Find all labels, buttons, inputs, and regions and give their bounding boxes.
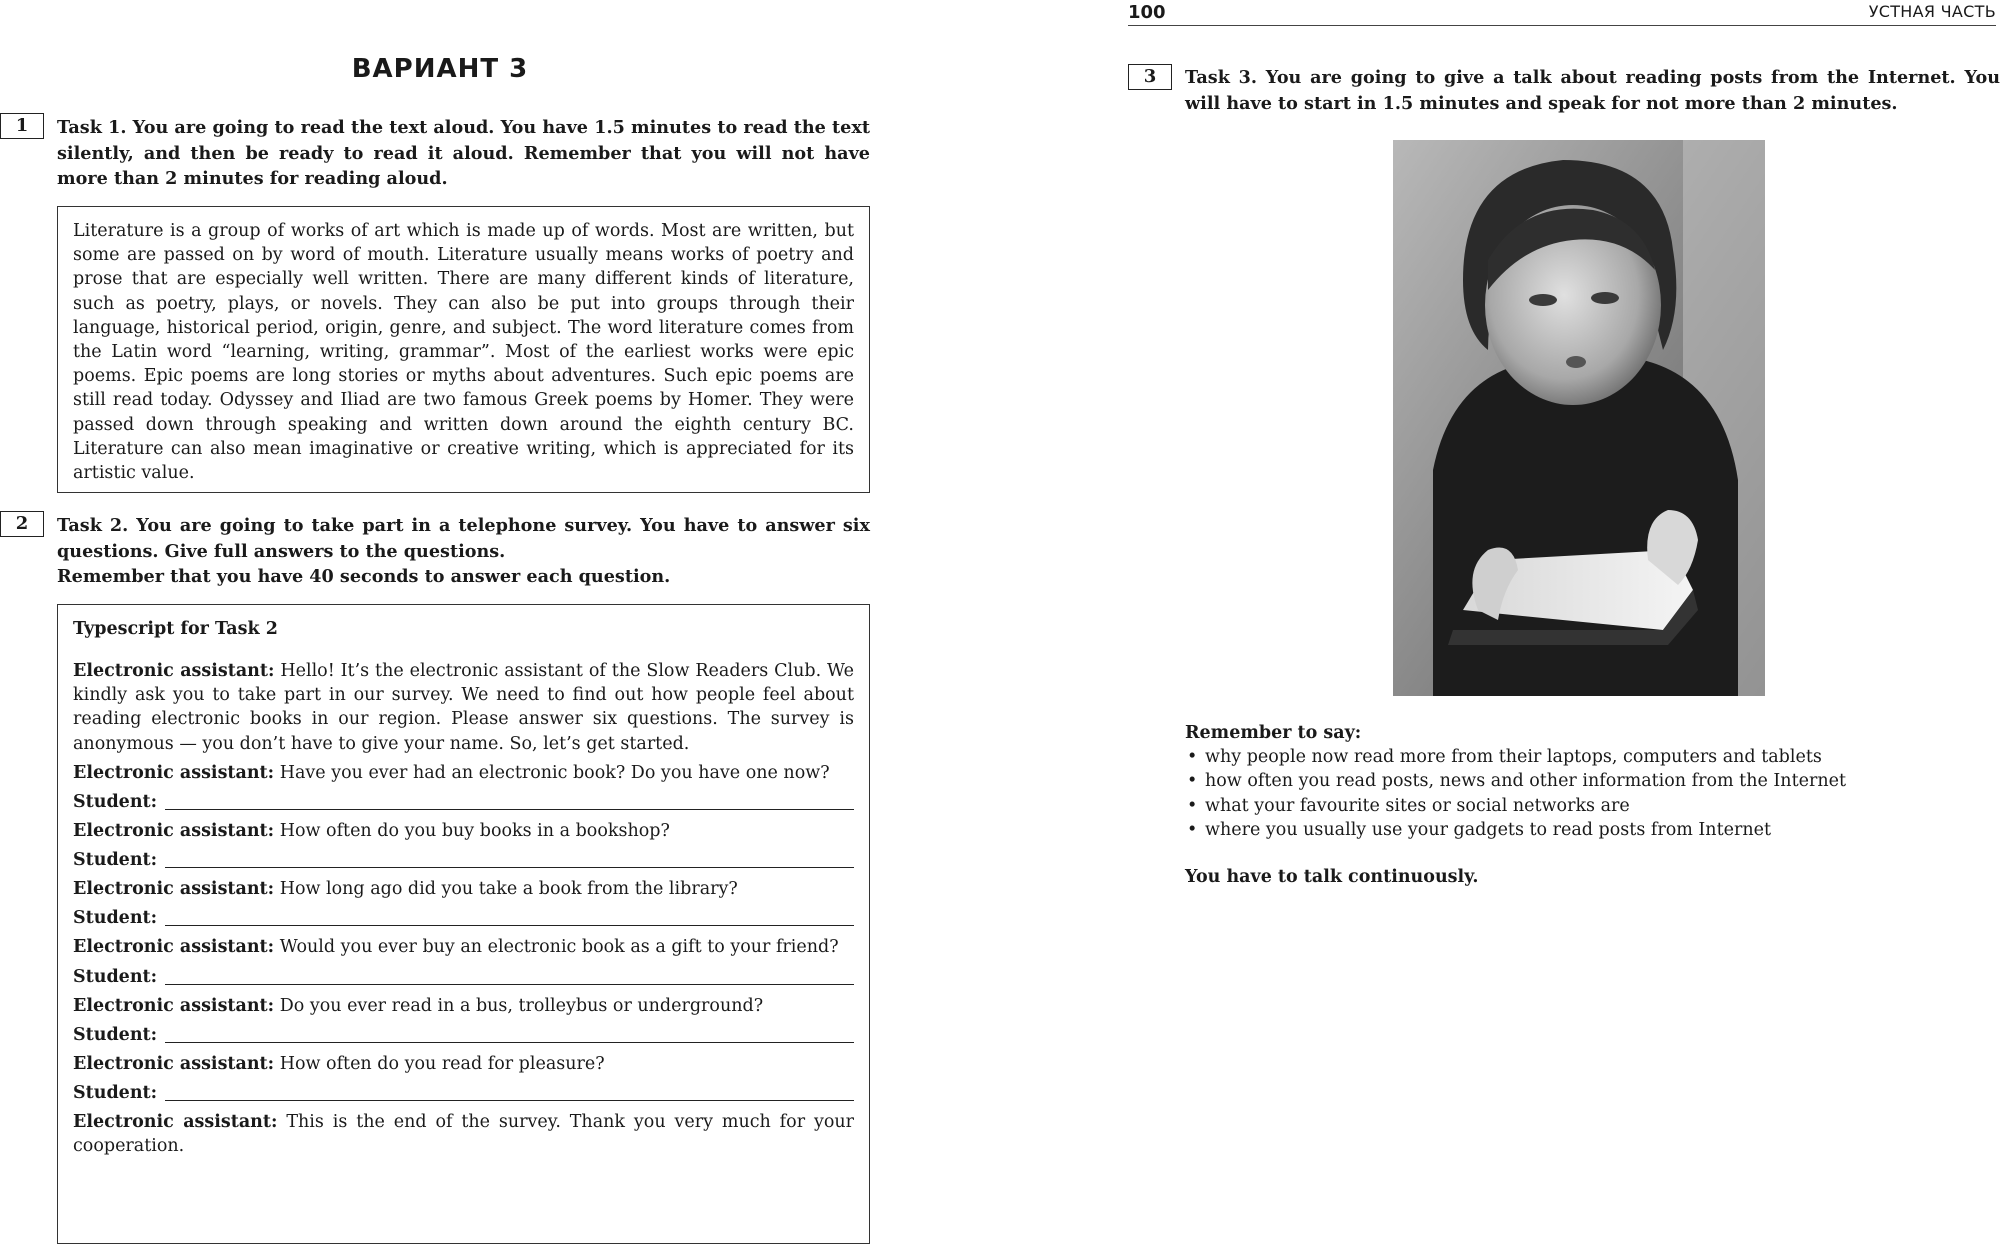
intro-text: Hello! It’s the electronic assistant of the Slow Readers Club. We kindly ask you to take part in our survey. We need to find out how people feel about reading electronic books in our region. Please answer six questions. The survey is anonymous — you don’t have to give your name. So, let’s get started.: [73, 661, 854, 754]
answer-underline: [165, 866, 854, 868]
question-text: Would you ever buy an electronic book as a gift to your friend?: [279, 937, 839, 958]
task-2-instructions-line2: Remember that you have 40 seconds to answer each question.: [57, 566, 671, 587]
task-2-instructions: [57, 513, 870, 590]
assistant-intro: [73, 659, 854, 756]
student-answer-line[interactable]: [73, 848, 854, 872]
speaker-label: Electronic assistant:: [73, 937, 275, 958]
photo-illustration: [1393, 140, 1765, 696]
speaker-label: Electronic assistant:: [73, 1053, 275, 1074]
task-2-instructions-line1: Task 2. You are going to take part in a telephone survey. You have to answer six questions. Give full answers to the questions.: [57, 515, 870, 562]
student-answer-line[interactable]: [73, 1081, 854, 1105]
question-text: How often do you buy books in a bookshop?: [279, 821, 670, 842]
task-1-number: 1: [0, 113, 44, 139]
student-answer-line[interactable]: [73, 906, 854, 930]
typescript-title: Typescript for Task 2: [73, 619, 278, 639]
speaker-label: Electronic assistant:: [73, 661, 275, 681]
task-2-number: 2: [0, 511, 44, 537]
child-with-tablet-photo: [1393, 140, 1765, 696]
variant-title: ВАРИАНТ 3: [351, 54, 529, 84]
student-label: Student:: [73, 908, 158, 929]
task-1-reading-box: [57, 206, 870, 493]
task-3-number: 3: [1128, 64, 1172, 90]
remember-list: [1185, 721, 1985, 842]
speaker-label: Electronic assistant:: [73, 879, 275, 900]
student-label: Student:: [73, 1024, 158, 1045]
section-title: УСТНАЯ ЧАСТЬ: [1868, 2, 1996, 21]
talking-point: • where you usually use your gadgets to read posts from Internet: [1185, 818, 1985, 842]
closing-text: This is the end of the survey. Thank you very much for your cooperation.: [73, 1112, 854, 1157]
left-page: [0, 0, 880, 1248]
answer-underline: [165, 983, 854, 985]
talking-point: • how often you read posts, news and other information from the Internet: [1185, 769, 1985, 793]
task-3-closing: You have to talk continuously.: [1185, 867, 1479, 887]
assistant-question: [73, 1052, 854, 1076]
student-label: Student:: [73, 1083, 158, 1104]
student-label: Student:: [73, 792, 158, 813]
question-text: How often do you read for pleasure?: [279, 1053, 605, 1074]
task-3-instructions: Task 3. You are going to give a talk about reading posts from the Internet. You will have to start in 1.5 minutes and speak for not more than 2 minutes.: [1185, 67, 2000, 114]
answer-underline: [165, 808, 854, 810]
student-answer-line[interactable]: [73, 790, 854, 814]
student-label: Student:: [73, 966, 158, 987]
student-answer-line[interactable]: [73, 965, 854, 989]
remember-heading: Remember to say:: [1185, 723, 1362, 743]
answer-underline: [165, 1041, 854, 1043]
talking-points: [1185, 745, 1985, 842]
answer-underline: [165, 924, 854, 926]
speaker-label: Electronic assistant:: [73, 821, 275, 842]
right-page: [1128, 0, 2000, 1248]
student-answer-line[interactable]: [73, 1023, 854, 1047]
task-1-reading-text: Literature is a group of works of art which is made up of words. Most are written, but some are passed on by word of mouth. Literature usually means works of poetry and prose that are especially well written. There are many different kinds of literature, such as poetry, plays, or novels. They can also be put into groups through their language, historical period, origin, genre, and subject. The word literature comes from the Latin word “learning, writing, grammar”. Most of the earliest works were epic poems. Epic poems are long stories or myths about adventures. Such epic poems are still read today. Odyssey and Iliad are two famous Greek poems by Homer. They were passed down through speaking and written down around the eighth century BC. Literature can also mean imaginative or creative writing, which is appreciated for its artistic value.: [73, 221, 854, 484]
task-2-typescript-box: [57, 604, 870, 1244]
task-1-instructions: Task 1. You are going to read the text aloud. You have 1.5 minutes to read the text silently, and then be ready to read it aloud. Remember that you will not have more than 2 minutes for reading aloud.: [57, 117, 870, 189]
assistant-question: [73, 935, 854, 959]
speaker-label: Electronic assistant:: [73, 762, 275, 783]
student-label: Student:: [73, 850, 158, 871]
assistant-question: [73, 761, 854, 785]
page-number: 100: [1128, 2, 1166, 23]
speaker-label: Electronic assistant:: [73, 1112, 278, 1133]
talking-point: • what your favourite sites or social networks are: [1185, 794, 1985, 818]
speaker-label: Electronic assistant:: [73, 995, 275, 1016]
question-text: Have you ever had an electronic book? Do you have one now?: [279, 762, 830, 783]
answer-underline: [165, 1099, 854, 1101]
assistant-question: [73, 994, 854, 1018]
talking-point: • why people now read more from their laptops, computers and tablets: [1185, 745, 1985, 769]
question-text: How long ago did you take a book from the library?: [279, 879, 738, 900]
assistant-question: [73, 877, 854, 901]
header-divider: [1128, 25, 1996, 26]
assistant-question: [73, 819, 854, 843]
assistant-closing: [73, 1110, 854, 1158]
question-text: Do you ever read in a bus, trolleybus or underground?: [279, 995, 764, 1016]
